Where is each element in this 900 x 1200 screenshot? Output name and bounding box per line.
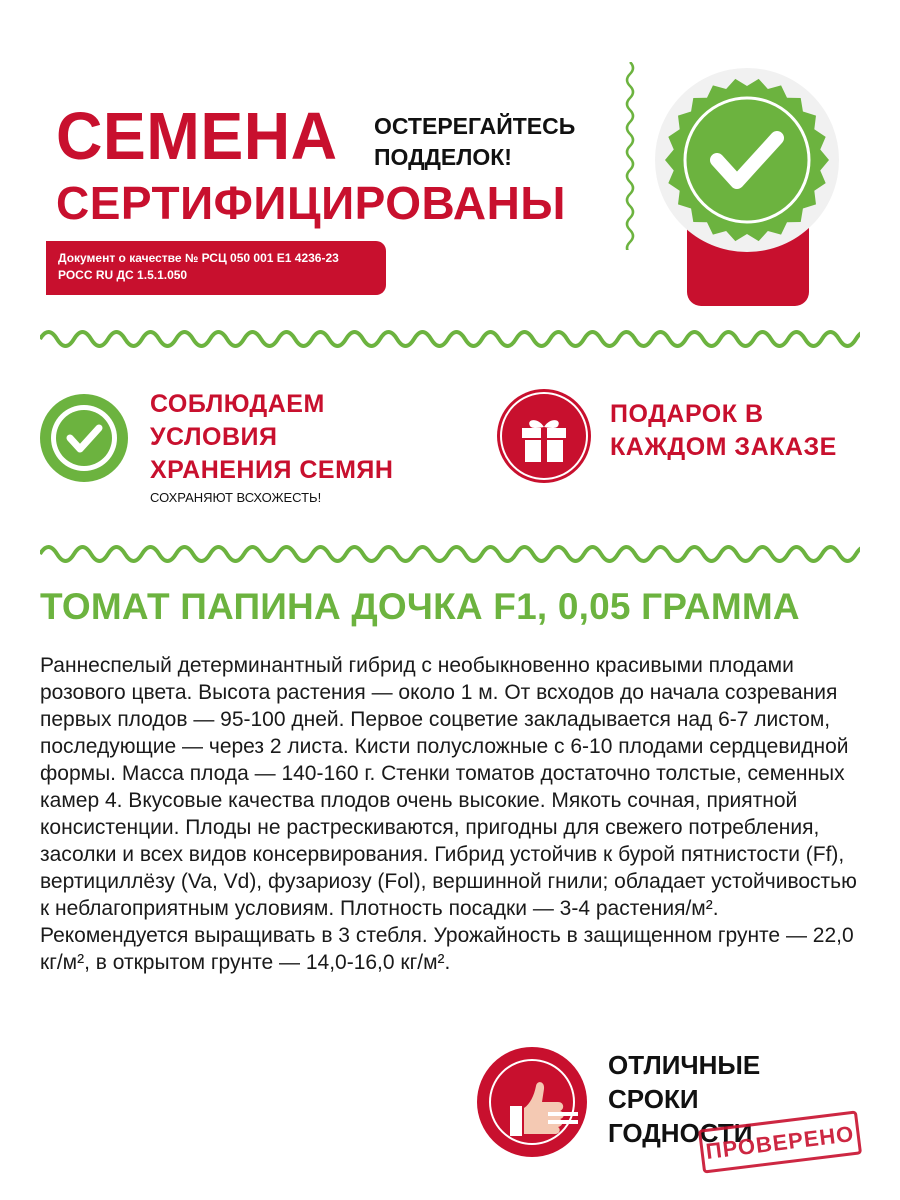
- wavy-divider-top: [40, 322, 860, 356]
- verified-stamp: ПРОВЕРЕНО: [698, 1110, 862, 1173]
- product-title: ТОМАТ ПАПИНА ДОЧКА F1, 0,05 ГРАММА: [40, 586, 800, 627]
- title-line-2: СЕРТИФИЦИРОВАНЫ: [56, 177, 566, 229]
- storage-feature-title: [150, 388, 393, 487]
- certified-badge-icon: [652, 68, 842, 318]
- storage-line-3: ХРАНЕНИЯ СЕМЯН: [150, 456, 394, 484]
- storage-line-2: УСЛОВИЯ: [150, 423, 278, 451]
- storage-line-1: СОБЛЮДАЕМ: [150, 390, 325, 418]
- title-line-1: СЕМЕНА: [56, 99, 338, 174]
- warning-line-2: ПОДДЕЛОК!: [374, 144, 512, 170]
- check-circle-icon: [38, 392, 130, 484]
- thumbs-up-icon: [476, 1046, 588, 1158]
- gift-line-1: ПОДАРОК В: [610, 400, 764, 428]
- shelf-line-1: ОТЛИЧНЫЕ: [608, 1050, 761, 1080]
- doc-line-2: РОСС RU ДС 1.5.1.050: [58, 268, 188, 282]
- gift-line-2: КАЖДОМ ЗАКАЗЕ: [610, 433, 837, 461]
- gift-feature-title: [610, 398, 837, 464]
- shelf-line-2: СРОКИ: [608, 1084, 699, 1114]
- wavy-divider-bottom: [40, 537, 860, 571]
- vertical-wave-decoration: [622, 62, 638, 250]
- product-description: Раннеспелый детерминантный гибрид с необыкновенно красивыми плодами розового цвета. Высота растения — около 1 м. От всходов до начала созревания первых плодов — 95-100 дней. Первое соцветие закладывается над 6-7 листом, последующие — через 2 листа. Кисти полусложные с 6-10 плодами сердцевидной формы. Масса плода — 140-160 г. Стенки томатов достаточно толстые, семенных камер 4. Вкусовые качества плодов очень высокие. Мякоть сочная, приятной консистенции. Плоды не растрескиваются, пригодны для свежего потребления, засолки и всех видов консервирования. Гибрид устойчив к бурой пятнистости (Ff), вертициллёзу (Va, Vd), фузариозу (Fol), вершинной гнили; обладает устойчивостью к неблагоприятным условиям. Плотность посадки — 3-4 растения/м². Рекомендуется выращивать в 3 стебля. Урожайность в защищенном грунте — 22,0 кг/м², в открытом грунте — 14,0-16,0 кг/м².: [40, 654, 857, 974]
- shelf-line-3: ГОДНОСТИ: [608, 1118, 753, 1148]
- counterfeit-warning: [374, 111, 575, 173]
- storage-subtitle: СОХРАНЯЮТ ВСХОЖЕСТЬ!: [150, 490, 322, 505]
- warning-line-1: ОСТЕРЕГАЙТЕСЬ: [374, 113, 576, 139]
- gift-icon: [496, 388, 592, 484]
- doc-line-1: Документ о качестве № РСЦ 050 001 Е1 4236-23: [58, 251, 339, 265]
- quality-document-box: [46, 241, 386, 295]
